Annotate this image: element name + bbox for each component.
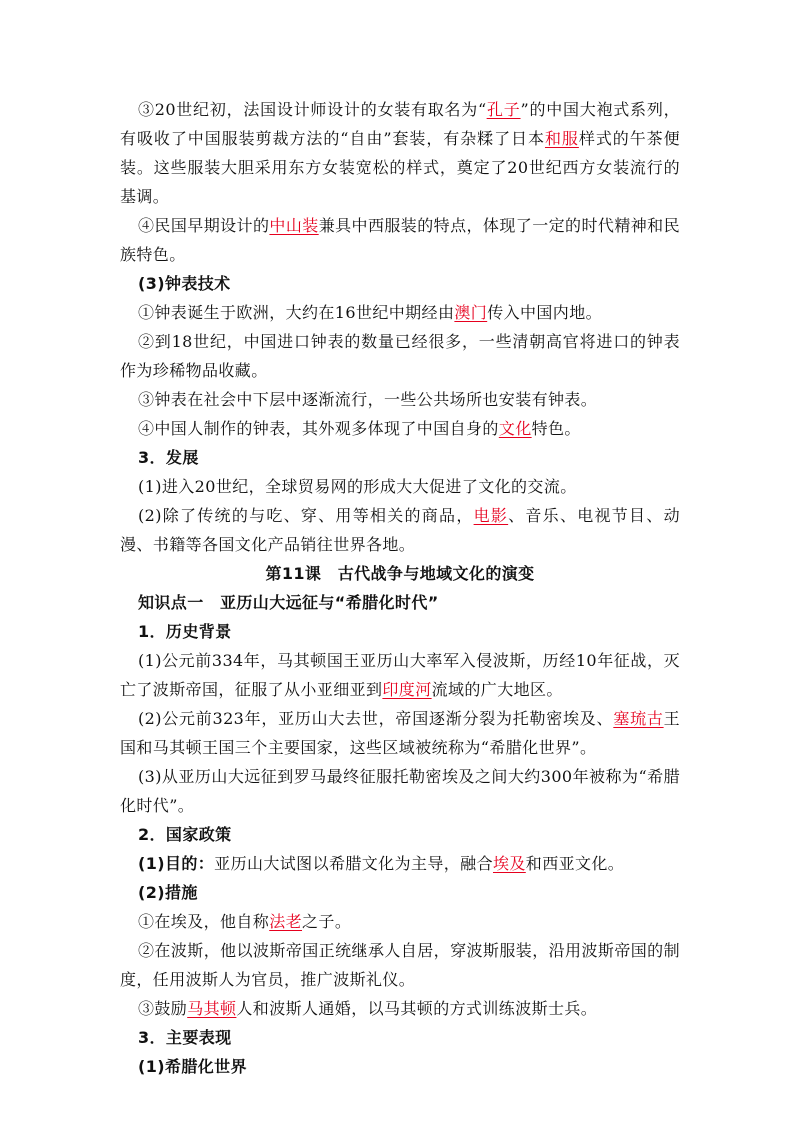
highlight-term: 塞琉古: [613, 709, 664, 728]
highlight-term: 电影: [473, 506, 509, 525]
paragraph: ③钟表在社会中下层中逐渐流行，一些公共场所也安装有钟表。: [138, 390, 598, 409]
paragraph: (2)公元前323年，亚历山大去世，帝国逐渐分裂为托勒密埃及、塞琉古王国和马其顿王国三个主要国家，这些区域被统称为“希腊化世界”。: [120, 709, 680, 757]
paragraph: (1)公元前334年，马其顿国王亚历山大率军入侵波斯，历经10年征战，灭亡了波斯帝国，征服了从小亚细亚到印度河流域的广大地区。: [120, 651, 680, 699]
subsection-heading: (2)措施: [138, 883, 198, 902]
lesson-title: 第11课 古代战争与地域文化的演变: [265, 564, 535, 583]
paragraph: (1)进入20世纪，全球贸易网的形成大大促进了文化的交流。: [138, 477, 577, 496]
section-heading: 1．历史背景: [138, 622, 232, 641]
paragraph: ③鼓励马其顿人和波斯人通婚，以马其顿的方式训练波斯士兵。: [138, 999, 598, 1018]
subsection-heading: (3)钟表技术: [138, 274, 231, 293]
paragraph: ②在波斯，他以波斯帝国正统继承人自居，穿波斯服装，沿用波斯帝国的制度，任用波斯人为官员，推广波斯礼仪。: [120, 941, 680, 989]
paragraph: ④民国早期设计的中山装兼具中西服装的特点，体现了一定的时代精神和民族特色。: [120, 216, 681, 264]
highlight-term: 孔子: [486, 100, 521, 119]
paragraph: ②到18世纪，中国进口钟表的数量已经很多，一些清朝高官将进口的钟表作为珍稀物品收藏。: [120, 332, 680, 380]
paragraph: (2)除了传统的与吃、穿、用等相关的商品，电影、音乐、电视节目、动漫、书籍等各国文化产品销往世界各地。: [120, 506, 680, 554]
paragraph: ①钟表诞生于欧洲，大约在16世纪中期经由澳门传入中国内地。: [138, 303, 602, 322]
highlight-term: 澳门: [454, 303, 488, 322]
document-body: [120, 95, 680, 1081]
highlight-term: 中山装: [269, 216, 319, 235]
highlight-term: 和服: [544, 129, 579, 148]
highlight-term: 法老: [269, 912, 303, 931]
section-heading: 3．发展: [138, 448, 199, 467]
subsection-heading: (1)希腊化世界: [138, 1057, 247, 1076]
highlight-term: 埃及: [492, 854, 526, 873]
highlight-term: 马其顿: [187, 999, 237, 1018]
knowledge-point-heading: 知识点一 亚历山大远征与“希腊化时代”: [138, 593, 439, 612]
paragraph: ③20世纪初，法国设计师设计的女装有取名为“孔子”的中国大袍式系列，有吸收了中国服装剪裁方法的“自由”套装，有杂糅了日本和服样式的午茶便装。这些服装大胆采用东方女装宽松的样式，奠定了20世纪西方女装流行的基调。: [120, 100, 681, 206]
paragraph: ④中国人制作的钟表，其外观多体现了中国自身的文化特色。: [138, 419, 581, 438]
section-heading: 2．国家政策: [138, 825, 232, 844]
highlight-term: 文化: [498, 419, 532, 438]
inline-label: (1)目的：: [138, 854, 215, 873]
section-heading: 3．主要表现: [138, 1028, 232, 1047]
paragraph: (1)目的：亚历山大试图以希腊文化为主导，融合埃及和西亚文化。: [138, 854, 625, 873]
paragraph: (3)从亚历山大远征到罗马最终征服托勒密埃及之间大约300年被称为“希腊化时代”。: [120, 767, 680, 815]
paragraph: ①在埃及，他自称法老之子。: [138, 912, 352, 931]
highlight-term: 印度河: [382, 680, 432, 699]
